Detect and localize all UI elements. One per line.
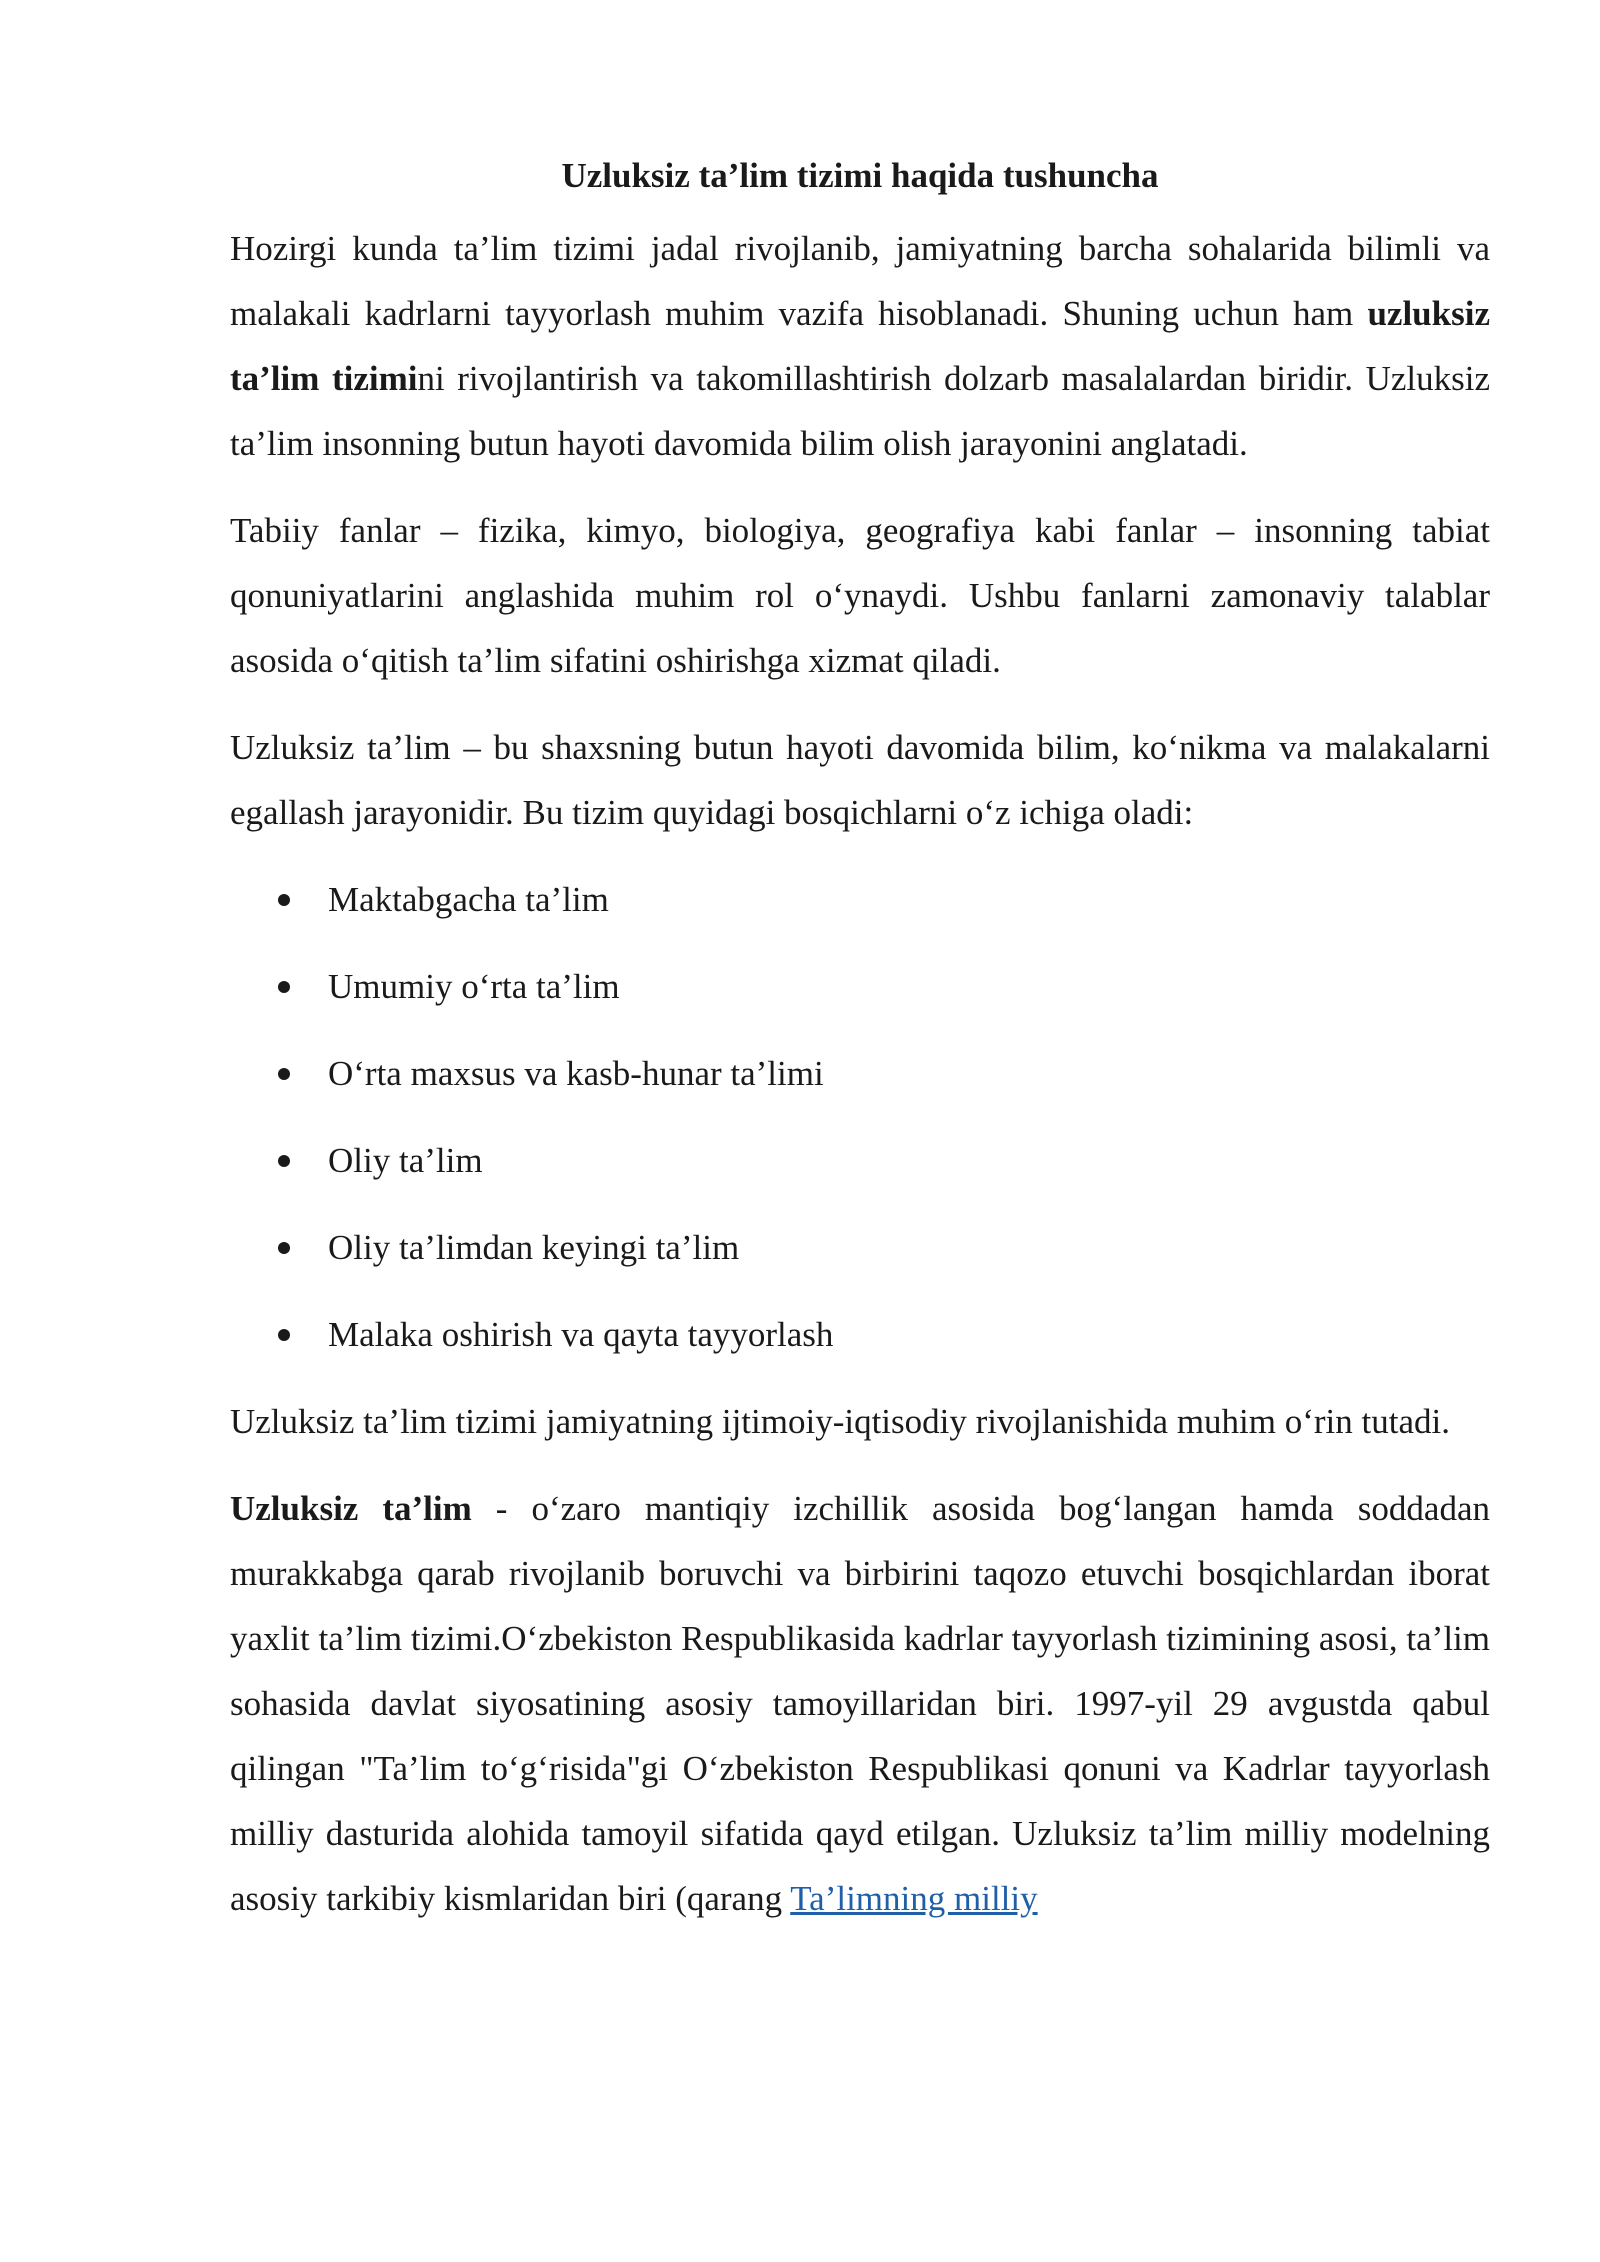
stages-list: [230, 867, 1490, 1367]
paragraph-socioeconomic: Uzluksiz ta’lim tizimi jamiyatning ijtimoiy-iqtisodiy rivojlanishida muhim o‘rin tutadi.: [230, 1402, 1450, 1441]
bullet-icon: [278, 1329, 290, 1341]
paragraph-definition: [230, 1476, 1490, 1931]
paragraph-intro: [230, 216, 1490, 476]
list-item: [230, 1128, 1490, 1193]
list-item: [230, 954, 1490, 1019]
bullet-icon: [278, 981, 290, 993]
list-item-label: Malaka oshirish va qayta tayyorlash: [328, 1315, 834, 1354]
paragraph-intro-text-1: Hozirgi kunda ta’lim tizimi jadal rivojlanib, jamiyatning barcha sohalarida bilimli va malakali kadrlarni tayyorlash muhim vazifa hisoblanadi. Shuning uchun ham: [230, 229, 1490, 333]
list-item-label: Oliy ta’lim: [328, 1141, 483, 1180]
list-item: [230, 1215, 1490, 1280]
bullet-icon: [278, 894, 290, 906]
reference-link[interactable]: Ta’limning milliy: [790, 1879, 1038, 1918]
document-page: [230, 150, 1490, 1953]
list-item: [230, 1041, 1490, 1106]
paragraph-intro-bold: uzluksiz ta’lim tizimi: [230, 294, 1490, 398]
bullet-icon: [278, 1242, 290, 1254]
list-item: [230, 867, 1490, 932]
bullet-icon: [278, 1068, 290, 1080]
bullet-icon: [278, 1155, 290, 1167]
page-title: Uzluksiz ta’lim tizimi haqida tushuncha: [561, 156, 1159, 195]
paragraph-natural-sciences: Tabiiy fanlar – fizika, kimyo, biologiya, geografiya kabi fanlar – insonning tabiat qonuniyatlarini anglashida muhim rol o‘ynaydi. Ushbu fanlarni zamonaviy talablar asosida o‘qitish ta’lim sifatini oshirishga xizmat qiladi.: [230, 511, 1490, 680]
list-item-label: Umumiy o‘rta ta’lim: [328, 967, 620, 1006]
list-item-label: Oliy ta’limdan keyingi ta’lim: [328, 1228, 740, 1267]
paragraph-lifelong-learning: Uzluksiz ta’lim – bu shaxsning butun hayoti davomida bilim, ko‘nikma va malakalarni egallash jarayonidir. Bu tizim quyidagi bosqichlarni o‘z ichiga oladi:: [230, 728, 1490, 832]
list-item-label: Maktabgacha ta’lim: [328, 880, 609, 919]
paragraph-intro-text-2: ni rivojlantirish va takomillashtirish dolzarb masalalardan biridir. Uzluksiz ta’lim insonning butun hayoti davomida bilim olish jarayonini anglatadi.: [230, 359, 1490, 463]
paragraph-definition-text: - o‘zaro mantiqiy izchillik asosida bog‘langan hamda soddadan murakkabga qarab rivojlanib boruvchi va birbirini taqozo etuvchi bosqichlardan iborat yaxlit ta’lim tizimi.O‘zbekiston Respublikasida kadrlar tayyorlash tizimining asosi, ta’lim sohasida davlat siyosatining asosiy tamoyillaridan biri. 1997-yil 29 avgustda qabul qilingan "Ta’lim to‘g‘risida"gi O‘zbekiston Respublikasi qonuni va Kadrlar tayyorlash milliy dasturida alohida tamoyil sifatida qayd etilgan. Uzluksiz ta’lim milliy modelning asosiy tarkibiy kismlaridan biri (qarang: [230, 1489, 1491, 1918]
list-item-label: O‘rta maxsus va kasb-hunar ta’limi: [328, 1054, 824, 1093]
paragraph-definition-bold: Uzluksiz ta’lim: [230, 1489, 472, 1528]
list-item: [230, 1302, 1490, 1367]
